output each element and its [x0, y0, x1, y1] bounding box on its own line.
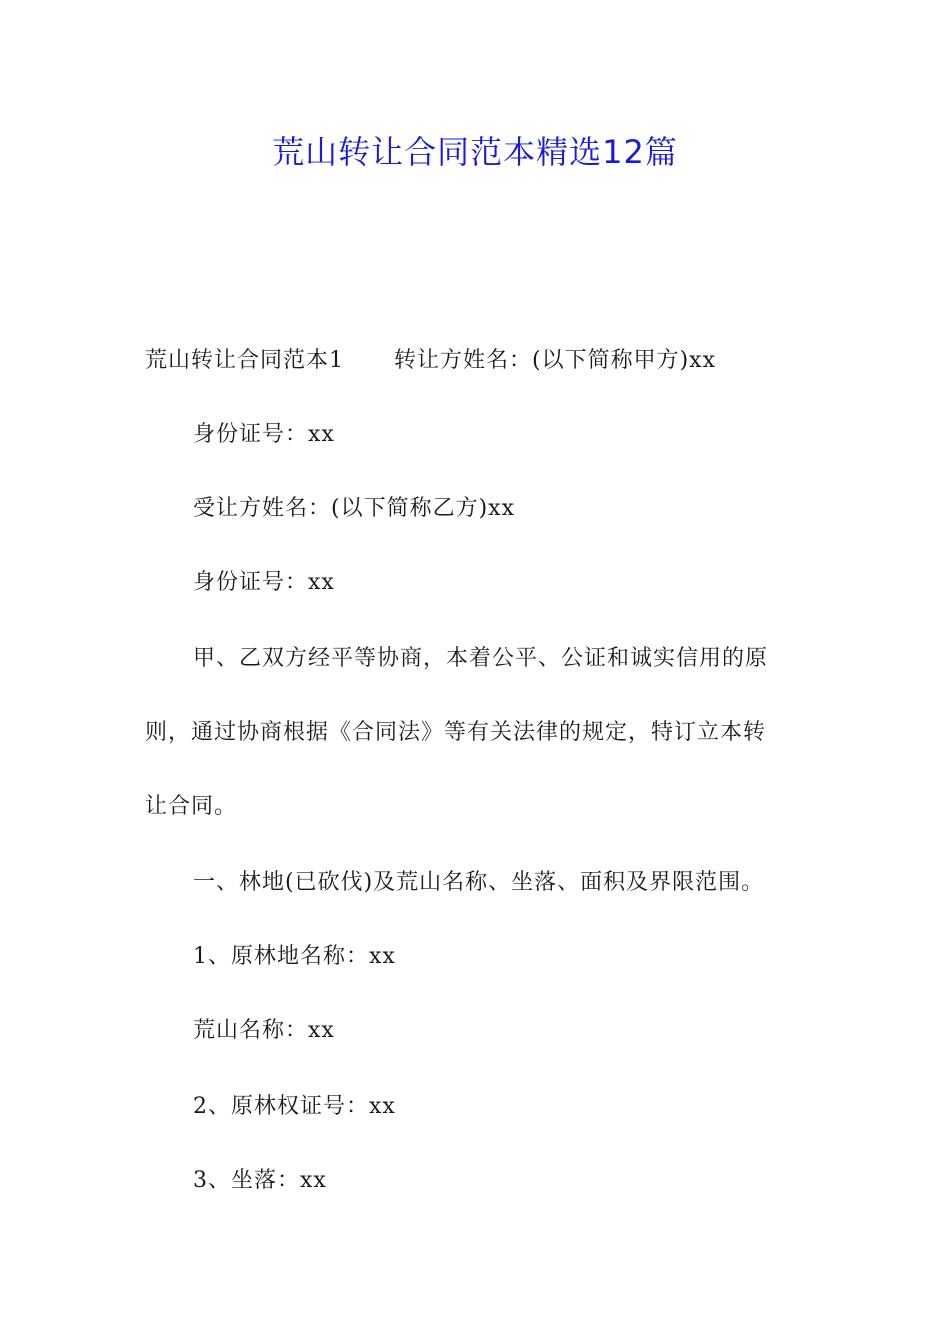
preamble-line-2: 则，通过协商根据《合同法》等有关法律的规定，特订立本转	[145, 720, 767, 745]
transferor-id-line: 身份证号：xx	[193, 422, 335, 447]
section-1-heading: 一、林地(已砍伐)及荒山名称、坐落、面积及界限范围。	[193, 870, 765, 895]
preamble-line-3: 让合同。	[145, 794, 238, 819]
item-1-barren-hill-name: 荒山名称：xx	[193, 1018, 335, 1043]
transferor-name-field: 转让方姓名：(以下简称甲方)xx	[394, 348, 716, 373]
item-2-forest-cert-no: 2、原林权证号：xx	[193, 1094, 396, 1119]
heading-line	[145, 344, 815, 378]
contract-heading-label: 荒山转让合同范本1	[145, 348, 344, 373]
transferee-name-line: 受让方姓名：(以下简称乙方)xx	[193, 496, 515, 521]
transferee-id-line: 身份证号：xx	[193, 570, 335, 595]
item-1-original-forest-name: 1、原林地名称：xx	[193, 944, 396, 969]
document-title: 荒山转让合同范本精选12篇	[272, 133, 678, 171]
item-3-location: 3、坐落：xx	[193, 1168, 327, 1193]
preamble-line-1: 甲、乙双方经平等协商，本着公平、公证和诚实信用的原	[193, 646, 769, 671]
